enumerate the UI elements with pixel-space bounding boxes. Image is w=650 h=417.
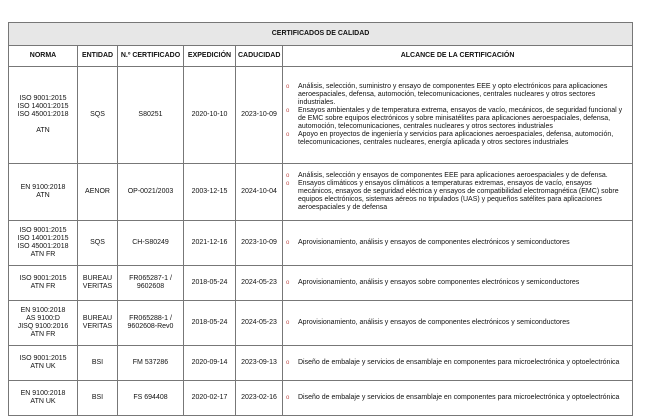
cell-certificado-line: FR065287-1 / bbox=[129, 275, 172, 282]
scope-text: Ensayos climáticos y ensayos climáticos a temperaturas extremas, ensayos de vacío, ensayos mecánicos, ensayos de seguridad eléctrica y ensayos de compatibilidad electromagnética (EMC) sobre equipos electrónicos, sistemas aéreos no tripulados (UAS) y pequeños satélites para aplicaciones aeroespaciales y de defensa bbox=[298, 180, 619, 211]
cell-expedicion: 2018-05-24 bbox=[184, 301, 236, 346]
table-row bbox=[9, 346, 633, 381]
cell-norma-line: ATN bbox=[36, 192, 50, 199]
cell-entidad-line: BUREAU bbox=[82, 275, 113, 282]
cell-entidad-line: BUREAU bbox=[82, 315, 113, 322]
scope-text: Aprovisionamiento, análisis y ensayos de componentes electrónicos y semiconductores bbox=[298, 239, 570, 246]
cell-certificado bbox=[118, 301, 184, 346]
scope-list bbox=[286, 83, 629, 147]
scope-text: Apoyo en proyectos de ingeniería y servicios para aplicaciones aeroespaciales, defensa, automoción, telecomunicaciones, centrales nucleares, energía aplicada y otros sectores industriales bbox=[298, 131, 614, 146]
list-item bbox=[286, 319, 629, 327]
cell-certificado-line: FM 537286 bbox=[132, 359, 169, 366]
cell-norma-line: AS 9100:D bbox=[26, 315, 60, 322]
cell-certificado-line: S80251 bbox=[138, 111, 163, 118]
cell-norma-line: ATN UK bbox=[30, 363, 56, 370]
table-row bbox=[9, 67, 633, 164]
list-item bbox=[286, 83, 629, 107]
cell-norma-line: ISO 14001:2015 bbox=[17, 235, 69, 242]
cell-certificado bbox=[118, 346, 184, 381]
circle-bullet-icon: o bbox=[286, 360, 290, 366]
list-item bbox=[286, 239, 629, 247]
cell-certificado-line: 9602608-Rev0 bbox=[127, 323, 174, 330]
cell-alcance bbox=[283, 381, 633, 416]
cell-entidad bbox=[78, 164, 118, 221]
scope-list bbox=[286, 172, 629, 212]
cell-norma-line: EN 9100:2018 bbox=[20, 307, 66, 314]
cell-norma-line: ATN FR bbox=[30, 251, 56, 258]
cell-expedicion: 2020-10-10 bbox=[184, 67, 236, 164]
scope-list bbox=[286, 279, 629, 287]
cell-expedicion: 2021-12-16 bbox=[184, 221, 236, 266]
cell-alcance bbox=[283, 67, 633, 164]
scope-text: Diseño de embalaje y servicios de ensamblaje en componentes para microelectrónica y optoelectrónica bbox=[298, 394, 620, 401]
cell-norma bbox=[9, 67, 78, 164]
header-entidad: ENTIDAD bbox=[78, 46, 118, 67]
table-row bbox=[9, 381, 633, 416]
cell-caducidad: 2024-05-23 bbox=[236, 301, 283, 346]
cell-caducidad: 2024-05-23 bbox=[236, 266, 283, 301]
cell-norma-line: ISO 9001:2015 bbox=[19, 95, 67, 102]
scope-text: Aprovisionamiento, análisis y ensayos sobre componentes electrónicos y semiconductores bbox=[298, 279, 580, 286]
cell-certificado bbox=[118, 266, 184, 301]
scope-list bbox=[286, 239, 629, 247]
scope-text: Análisis, selección, suministro y ensayo de componentes EEE y opto electrónicos para aplicaciones aeroespaciales, defensa, automoción, telecomunicaciones, centrales nucleares y otros sectores industriales. bbox=[298, 83, 608, 106]
cell-alcance bbox=[283, 164, 633, 221]
scope-text: Análisis, selección y ensayos de componentes EEE para aplicaciones aeroespaciales y de defensa. bbox=[298, 172, 608, 179]
circle-bullet-icon: o bbox=[286, 395, 290, 401]
cell-entidad-line: SQS bbox=[90, 239, 105, 246]
scope-list bbox=[286, 359, 629, 367]
table-row bbox=[9, 301, 633, 346]
circle-bullet-icon: o bbox=[286, 132, 290, 138]
cell-norma-line: ISO 45001:2018 bbox=[17, 243, 69, 250]
cell-entidad-line: SQS bbox=[90, 111, 105, 118]
cell-expedicion: 2003-12-15 bbox=[184, 164, 236, 221]
cell-entidad bbox=[78, 301, 118, 346]
cell-expedicion: 2018-05-24 bbox=[184, 266, 236, 301]
cell-entidad bbox=[78, 266, 118, 301]
cell-norma-line: ATN bbox=[36, 127, 50, 134]
cell-certificado-line: OP-0021/2003 bbox=[127, 188, 174, 195]
cell-entidad bbox=[78, 346, 118, 381]
cell-norma-line: ISO 45001:2018 bbox=[17, 111, 69, 118]
cell-norma-line: ISO 9001:2015 bbox=[19, 355, 67, 362]
cell-alcance bbox=[283, 346, 633, 381]
certificates-table bbox=[8, 22, 633, 416]
table-title: CERTIFICADOS DE CALIDAD bbox=[9, 23, 633, 46]
cell-norma-line: ISO 9001:2015 bbox=[19, 227, 67, 234]
scope-text: Aprovisionamiento, análisis y ensayos de componentes electrónicos y semiconductores bbox=[298, 319, 570, 326]
scope-list bbox=[286, 394, 629, 402]
list-item bbox=[286, 131, 629, 147]
header-norma: NORMA bbox=[9, 46, 78, 67]
cell-entidad-line: VERITAS bbox=[82, 283, 113, 290]
cell-norma-line: ATN UK bbox=[30, 398, 56, 405]
cell-alcance bbox=[283, 221, 633, 266]
cell-norma-line: ATN FR bbox=[30, 331, 56, 338]
cell-certificado-line: CH-S80249 bbox=[132, 239, 169, 246]
cell-certificado bbox=[118, 221, 184, 266]
header-caducidad: CADUCIDAD bbox=[236, 46, 283, 67]
cell-certificado-line: FR065288-1 / bbox=[129, 315, 172, 322]
cell-certificado bbox=[118, 67, 184, 164]
cell-caducidad: 2023-10-09 bbox=[236, 221, 283, 266]
scope-text: Diseño de embalaje y servicios de ensamblaje en componentes para microelectrónica y optoelectrónica bbox=[298, 359, 620, 366]
cell-alcance bbox=[283, 301, 633, 346]
cell-norma bbox=[9, 164, 78, 221]
cell-norma-line: ISO 9001:2015 bbox=[19, 275, 67, 282]
cell-norma-line: EN 9100:2018 bbox=[20, 390, 66, 397]
cell-norma-line: EN 9100:2018 bbox=[20, 184, 66, 191]
circle-bullet-icon: o bbox=[286, 320, 290, 326]
table-row bbox=[9, 221, 633, 266]
header-expedicion: EXPEDICIÓN bbox=[184, 46, 236, 67]
circle-bullet-icon: o bbox=[286, 84, 290, 90]
cell-norma-line: JISQ 9100:2016 bbox=[17, 323, 69, 330]
cell-expedicion: 2020-02-17 bbox=[184, 381, 236, 416]
cell-norma bbox=[9, 381, 78, 416]
cell-entidad-line: BSI bbox=[91, 359, 104, 366]
header-certificado: N.º CERTIFICADO bbox=[118, 46, 184, 67]
cell-caducidad: 2023-10-09 bbox=[236, 67, 283, 164]
circle-bullet-icon: o bbox=[286, 240, 290, 246]
circle-bullet-icon: o bbox=[286, 181, 290, 187]
cell-certificado-line: FS 694408 bbox=[133, 394, 168, 401]
scope-list bbox=[286, 319, 629, 327]
cell-certificado bbox=[118, 381, 184, 416]
list-item bbox=[286, 394, 629, 402]
cell-expedicion: 2020-09-14 bbox=[184, 346, 236, 381]
circle-bullet-icon: o bbox=[286, 280, 290, 286]
list-item bbox=[286, 279, 629, 287]
cell-entidad bbox=[78, 381, 118, 416]
cell-certificado bbox=[118, 164, 184, 221]
cell-norma-line: ATN FR bbox=[30, 283, 56, 290]
list-item bbox=[286, 180, 629, 212]
certificates-document bbox=[8, 22, 632, 416]
cell-norma bbox=[9, 346, 78, 381]
cell-entidad-line: VERITAS bbox=[82, 323, 113, 330]
cell-norma bbox=[9, 301, 78, 346]
list-item bbox=[286, 172, 629, 180]
cell-norma-line bbox=[11, 119, 75, 127]
table-row bbox=[9, 164, 633, 221]
cell-norma bbox=[9, 266, 78, 301]
header-alcance: ALCANCE DE LA CERTIFICACIÓN bbox=[283, 46, 633, 67]
cell-entidad-line: AENOR bbox=[85, 188, 110, 195]
cell-alcance bbox=[283, 266, 633, 301]
table-row bbox=[9, 266, 633, 301]
cell-entidad-line: BSI bbox=[91, 394, 104, 401]
scope-text: Ensayos ambientales y de temperatura extrema, ensayos de vacío, mecánicos, de seguridad funcional y de EMC sobre equipos electrónicos y sobre minisatélites para aplicaciones aeroespaciales, defensa, automoción, telecomunicaciones, centrales nucleares y otros sectores industriales bbox=[298, 107, 623, 130]
cell-norma bbox=[9, 221, 78, 266]
circle-bullet-icon: o bbox=[286, 173, 290, 179]
cell-entidad bbox=[78, 221, 118, 266]
cell-entidad bbox=[78, 67, 118, 164]
cell-caducidad: 2023-09-13 bbox=[236, 346, 283, 381]
list-item bbox=[286, 359, 629, 367]
cell-certificado-line: 9602608 bbox=[136, 283, 165, 290]
table-body bbox=[9, 67, 633, 416]
list-item bbox=[286, 107, 629, 131]
circle-bullet-icon: o bbox=[286, 108, 290, 114]
cell-caducidad: 2023-02-16 bbox=[236, 381, 283, 416]
cell-caducidad: 2024-10-04 bbox=[236, 164, 283, 221]
cell-norma-line: ISO 14001:2015 bbox=[17, 103, 69, 110]
